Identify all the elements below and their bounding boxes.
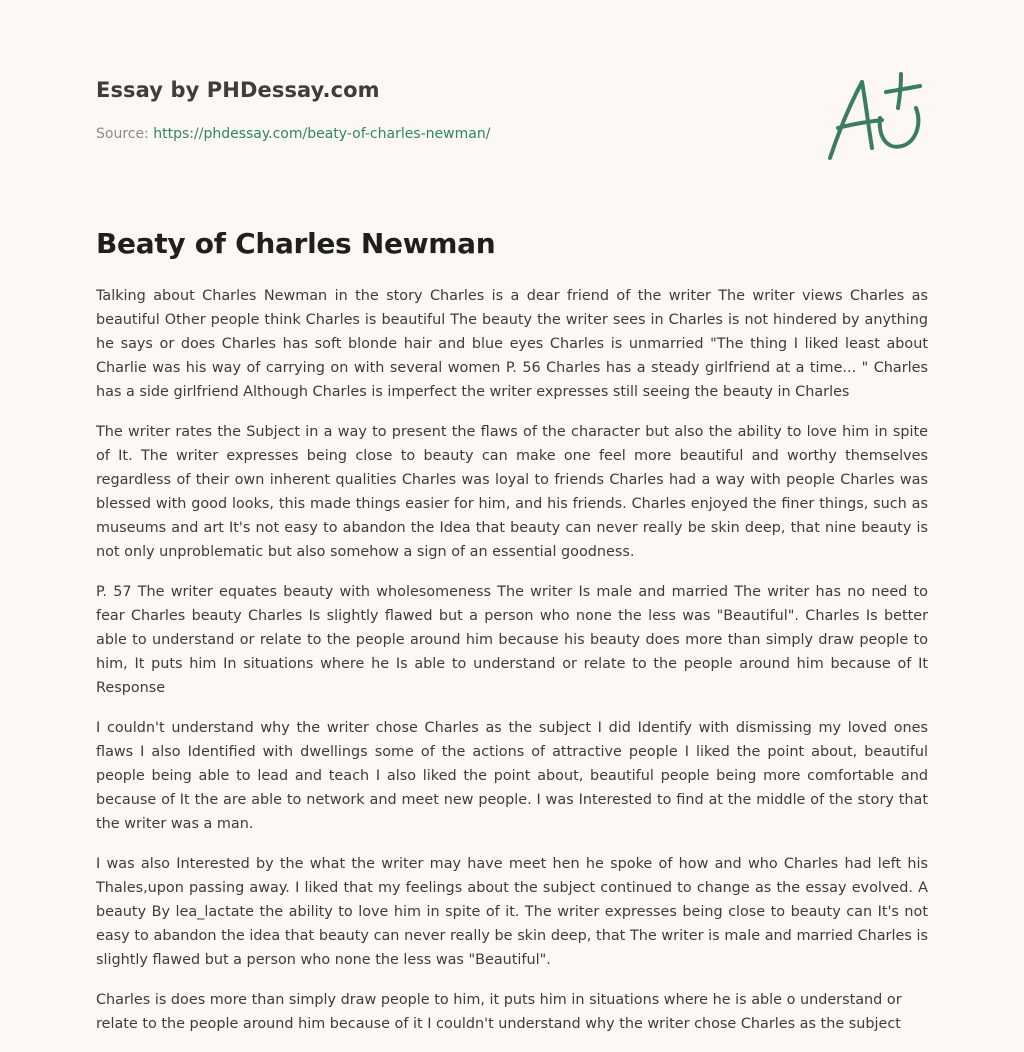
essay-paragraph: Charles is does more than simply draw people to him, it puts him in situations where he is able o understand or relate to the people around him because of it I couldn't understand why the writer chose Charles as the subject <box>96 992 902 1032</box>
source-link[interactable]: https://phdessay.com/beaty-of-charles-newman/ <box>153 126 491 142</box>
page-header <box>96 76 928 142</box>
source-line <box>96 124 490 144</box>
essay-paragraph: I couldn't understand why the writer chose Charles as the subject I did Identify with dismissing my loved ones flaws I also Identified with dwellings some of the actions of attractive people I liked the point about, beautiful people being able to lead and teach I also liked the point about, beautiful people being more comfortable and because of It the are able to network and meet new people. I was Interested to find at the middle of the story that the writer was a man. <box>96 720 928 832</box>
essay-body <box>96 284 928 1052</box>
essay-paragraph: The writer rates the Subject in a way to present the flaws of the character but also the ability to love him in spite of It. The writer expresses being close to beauty can make one feel more beautiful and worthy themselves regardless of their own inherent qualities Charles was loyal to friends Charles had a way with people Charles was blessed with good looks, this made things easier for him, and his friends. Charles enjoyed the finer things, such as museums and art It's not easy to abandon the Idea that beauty can never really be skin deep, that nine beauty is not only unproblematic but also somehow a sign of an essential goodness. <box>96 424 928 560</box>
source-label: Source: <box>96 126 154 142</box>
essay-paragraph: I was also Interested by the what the writer may have meet hen he spoke of how and who Charles had left his Thales,upon passing away. I liked that my feelings about the subject continued to change as the essay evolved. A beauty By lea_lactate the ability to love him in spite of it. The writer expresses being close to beauty can It's not easy to abandon the idea that beauty can never really be skin deep, that The writer is male and married Charles is slightly flawed but a person who none the less was "Beautiful". <box>96 856 928 968</box>
essay-paragraph: Talking about Charles Newman in the story Charles is a dear friend of the writer The writer views Charles as beautiful Other people think Charles is beautiful The beauty the writer sees in Charles is not hindered by anything he says or does Charles has soft blonde hair and blue eyes Charles is unmarried "The thing I liked least about Charlie was his way of carrying on with several women P. 56 Charles has a steady girlfriend at a time... " Charles has a side girlfriend Although Charles is imperfect the writer expresses still seeing the beauty in Charles <box>96 288 928 400</box>
a-plus-grade-icon <box>822 68 926 164</box>
essay-title: Beaty of Charles Newman <box>96 227 496 260</box>
site-brand: Essay by PHDessay.com <box>96 78 380 102</box>
essay-paragraph: P. 57 The writer equates beauty with wholesomeness The writer Is male and married The writer has no need to fear Charles beauty Charles Is slightly flawed but a person who none the less was "Beautiful". Charles Is better able to understand or relate to the people around him because his beauty does more than simply draw people to him, It puts him In situations where he Is able to understand or relate to the people around him because of It Response <box>96 584 928 696</box>
